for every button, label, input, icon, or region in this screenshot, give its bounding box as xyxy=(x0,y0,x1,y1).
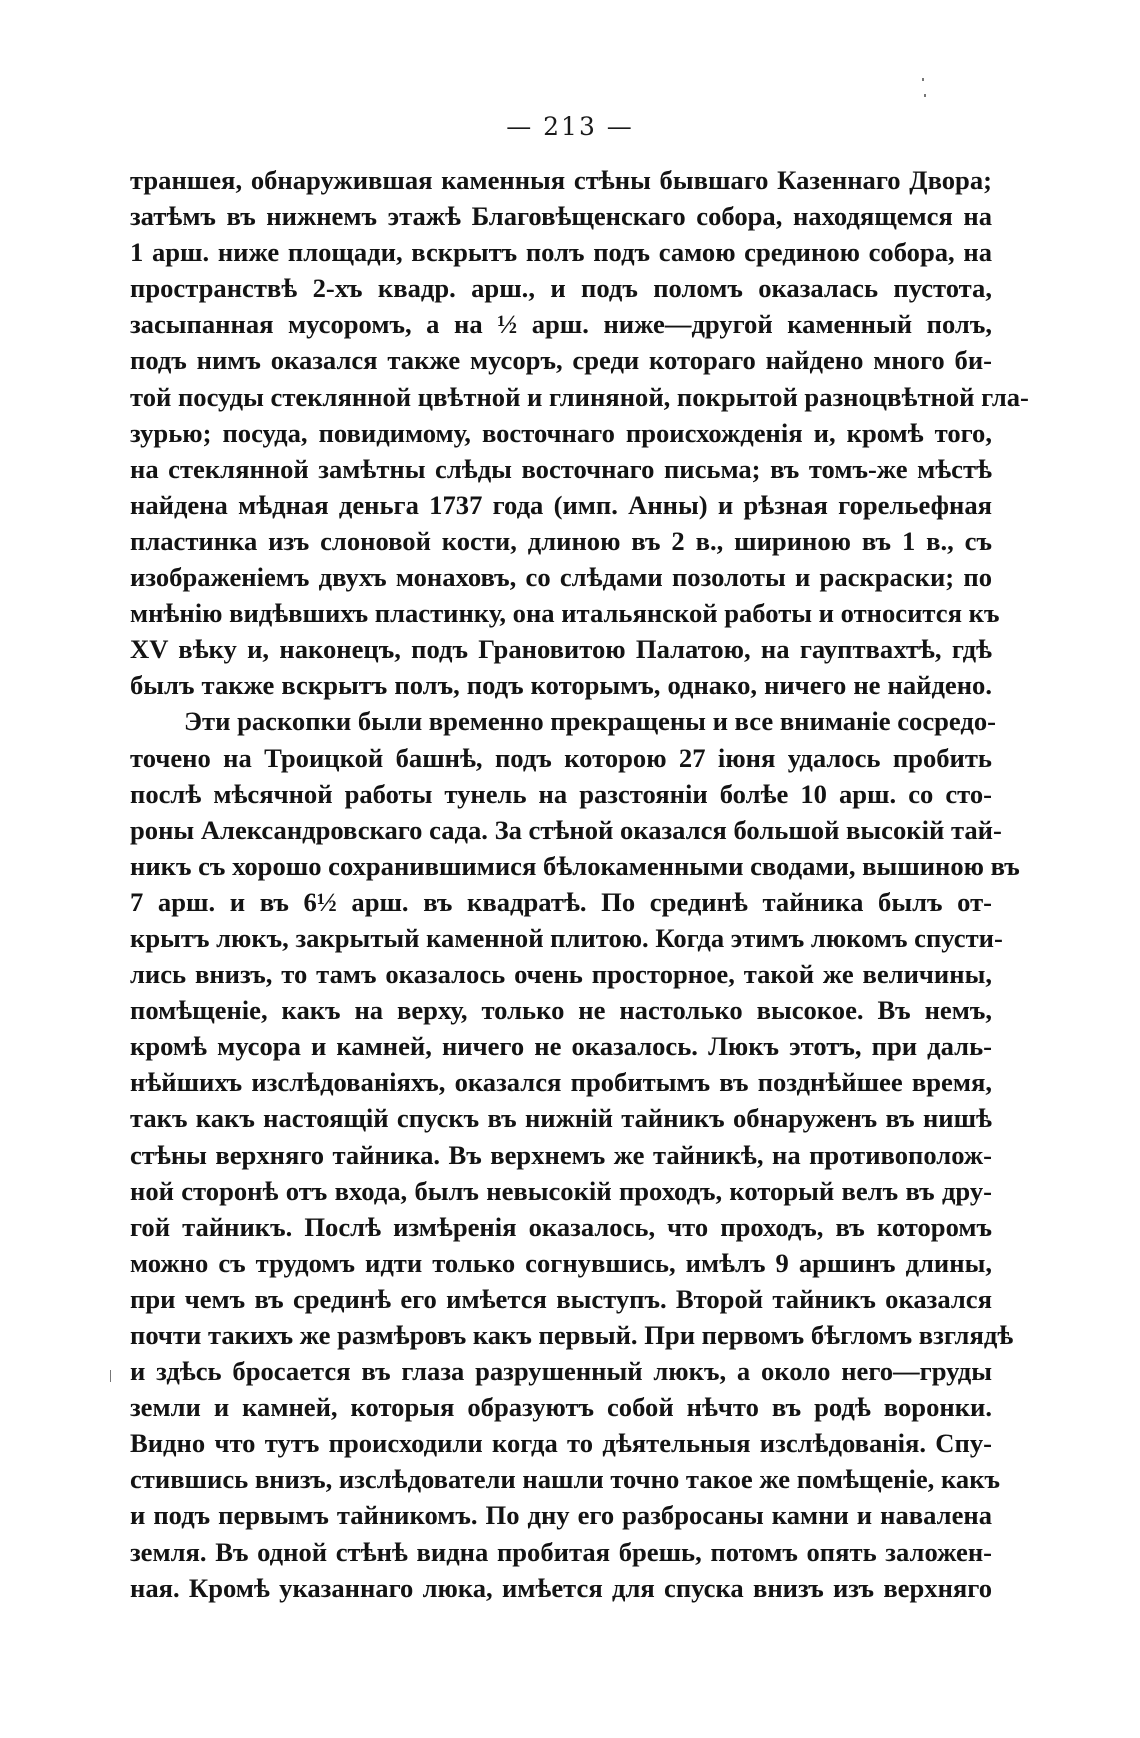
text-line: земля. Въ одной стѣнѣ видна пробитая брешь, потомъ опять заложен- xyxy=(130,1536,992,1567)
text-line: послѣ мѣсячной работы тунель на разстояніи болѣе 10 арш. со сто- xyxy=(130,778,992,809)
paragraph-1 xyxy=(130,162,1029,703)
text-line: затѣмъ въ нижнемъ этажѣ Благовѣщенскаго собора, находящемся на xyxy=(130,201,992,232)
text-line: роны Александровскаго сада. За стѣной оказался большой высокій тай- xyxy=(130,814,1002,845)
text-line: лись внизъ, то тамъ оказалось очень просторное, такой же величины, xyxy=(130,959,992,990)
body-text xyxy=(130,162,1029,1606)
text-line: такъ какъ настоящій спускъ въ нижній тайникъ обнаруженъ въ нишѣ xyxy=(130,1103,992,1134)
text-line: изображеніемъ двухъ монаховъ, со слѣдами позолоты и раскраски; по xyxy=(130,562,992,593)
text-line: мнѣнію видѣвшихъ пластинку, она итальянской работы и относится къ xyxy=(130,598,1000,629)
text-line: 7 арш. и въ 6½ арш. въ квадратѣ. По срединѣ тайника былъ от- xyxy=(130,886,992,917)
page-number: — 213 — xyxy=(506,112,634,141)
text-line: той посуды стеклянной цвѣтной и глиняной, покрытой разноцвѣтной гла- xyxy=(130,381,1029,412)
text-line: почти такихъ же размѣровъ какъ первый. При первомъ бѣгломъ взглядѣ xyxy=(130,1320,1014,1350)
text-line: помѣщеніе, какъ на верху, только не настолько высокое. Въ немъ, xyxy=(130,995,992,1026)
text-line: точено на Троицкой башнѣ, подъ которою 27 іюня удалось пробить xyxy=(130,742,992,773)
text-line: 1 арш. ниже площади, вскрытъ полъ подъ самою срединою собора, на xyxy=(130,237,992,268)
text-line: земли и камней, которыя образуютъ собой нѣчто въ родѣ воронки. xyxy=(130,1392,992,1423)
scan-speck-top-right-2 xyxy=(924,94,926,97)
text-line: подъ нимъ оказался также мусоръ, среди котораго найдено много би- xyxy=(130,345,992,376)
text-line: и здѣсь бросается въ глаза разрушенный люкъ, а около него—груды xyxy=(130,1356,992,1387)
text-line: нѣйшихъ изслѣдованіяхъ, оказался пробитымъ въ позднѣйшее время, xyxy=(130,1067,992,1098)
text-line: ной сторонѣ отъ входа, былъ невысокій проходъ, который велъ въ дру- xyxy=(130,1175,992,1206)
scan-speck-left-margin xyxy=(110,1370,111,1382)
text-line: пластинка изъ слоновой кости, длиною въ 2 в., шириною въ 1 в., съ xyxy=(130,525,992,556)
text-line: на стеклянной замѣтны слѣды восточнаго письма; въ томъ-же мѣстѣ xyxy=(130,453,992,484)
text-line: ная. Кромѣ указаннаго люка, имѣется для спуска внизъ изъ верхняго xyxy=(130,1572,992,1603)
text-line: гой тайникъ. Послѣ измѣренія оказалось, что проходъ, въ которомъ xyxy=(130,1211,992,1242)
text-line: никъ съ хорошо сохранившимися бѣлокаменными сводами, вышиною въ xyxy=(130,850,1020,881)
text-line: зурью; посуда, повидимому, восточнаго происхожденія и, кромѣ того, xyxy=(130,417,992,448)
text-line: стѣны верхняго тайника. Въ верхнемъ же тайникѣ, на противополож- xyxy=(130,1139,992,1170)
text-line: Эти раскопки были временно прекращены и все вниманіе сосредо- xyxy=(184,706,996,737)
text-line: крытъ люкъ, закрытый каменной плитою. Когда этимъ люкомъ спусти- xyxy=(130,922,1003,953)
text-line: XV вѣку и, наконецъ, подъ Грановитою Палатою, на гауптвахтѣ, гдѣ xyxy=(130,634,992,665)
text-line: былъ также вскрытъ полъ, подъ которымъ, однако, ничего не найдено. xyxy=(130,670,992,701)
text-line: пространствѣ 2-хъ квадр. арш., и подъ поломъ оказалась пустота, xyxy=(130,273,992,304)
text-line: стившись внизъ, изслѣдователи нашли точно такое же помѣщеніе, какъ xyxy=(130,1464,1001,1495)
text-line: и подъ первымъ тайникомъ. По дну его разбросаны камни и навалена xyxy=(130,1500,992,1531)
text-line: траншея, обнаружившая каменныя стѣны бывшаго Казеннаго Двора; xyxy=(130,165,992,195)
text-line: найдена мѣдная деньга 1737 года (имп. Анны) и рѣзная горельефная xyxy=(130,489,992,520)
text-line: при чемъ въ срединѣ его имѣется выступъ. Второй тайникъ оказался xyxy=(130,1283,992,1314)
text-line: засыпанная мусоромъ, а на ½ арш. ниже—другой каменный полъ, xyxy=(130,309,992,340)
paragraph-2 xyxy=(130,703,1020,1605)
text-line: кромѣ мусора и камней, ничего не оказалось. Люкъ этотъ, при даль- xyxy=(130,1031,992,1062)
text-line: можно съ трудомъ идти только согнувшись, имѣлъ 9 аршинъ длины, xyxy=(130,1247,992,1278)
text-line: Видно что тутъ происходили когда то дѣятельныя изслѣдованія. Спу- xyxy=(130,1428,992,1459)
scan-speck-top-right xyxy=(922,78,924,81)
